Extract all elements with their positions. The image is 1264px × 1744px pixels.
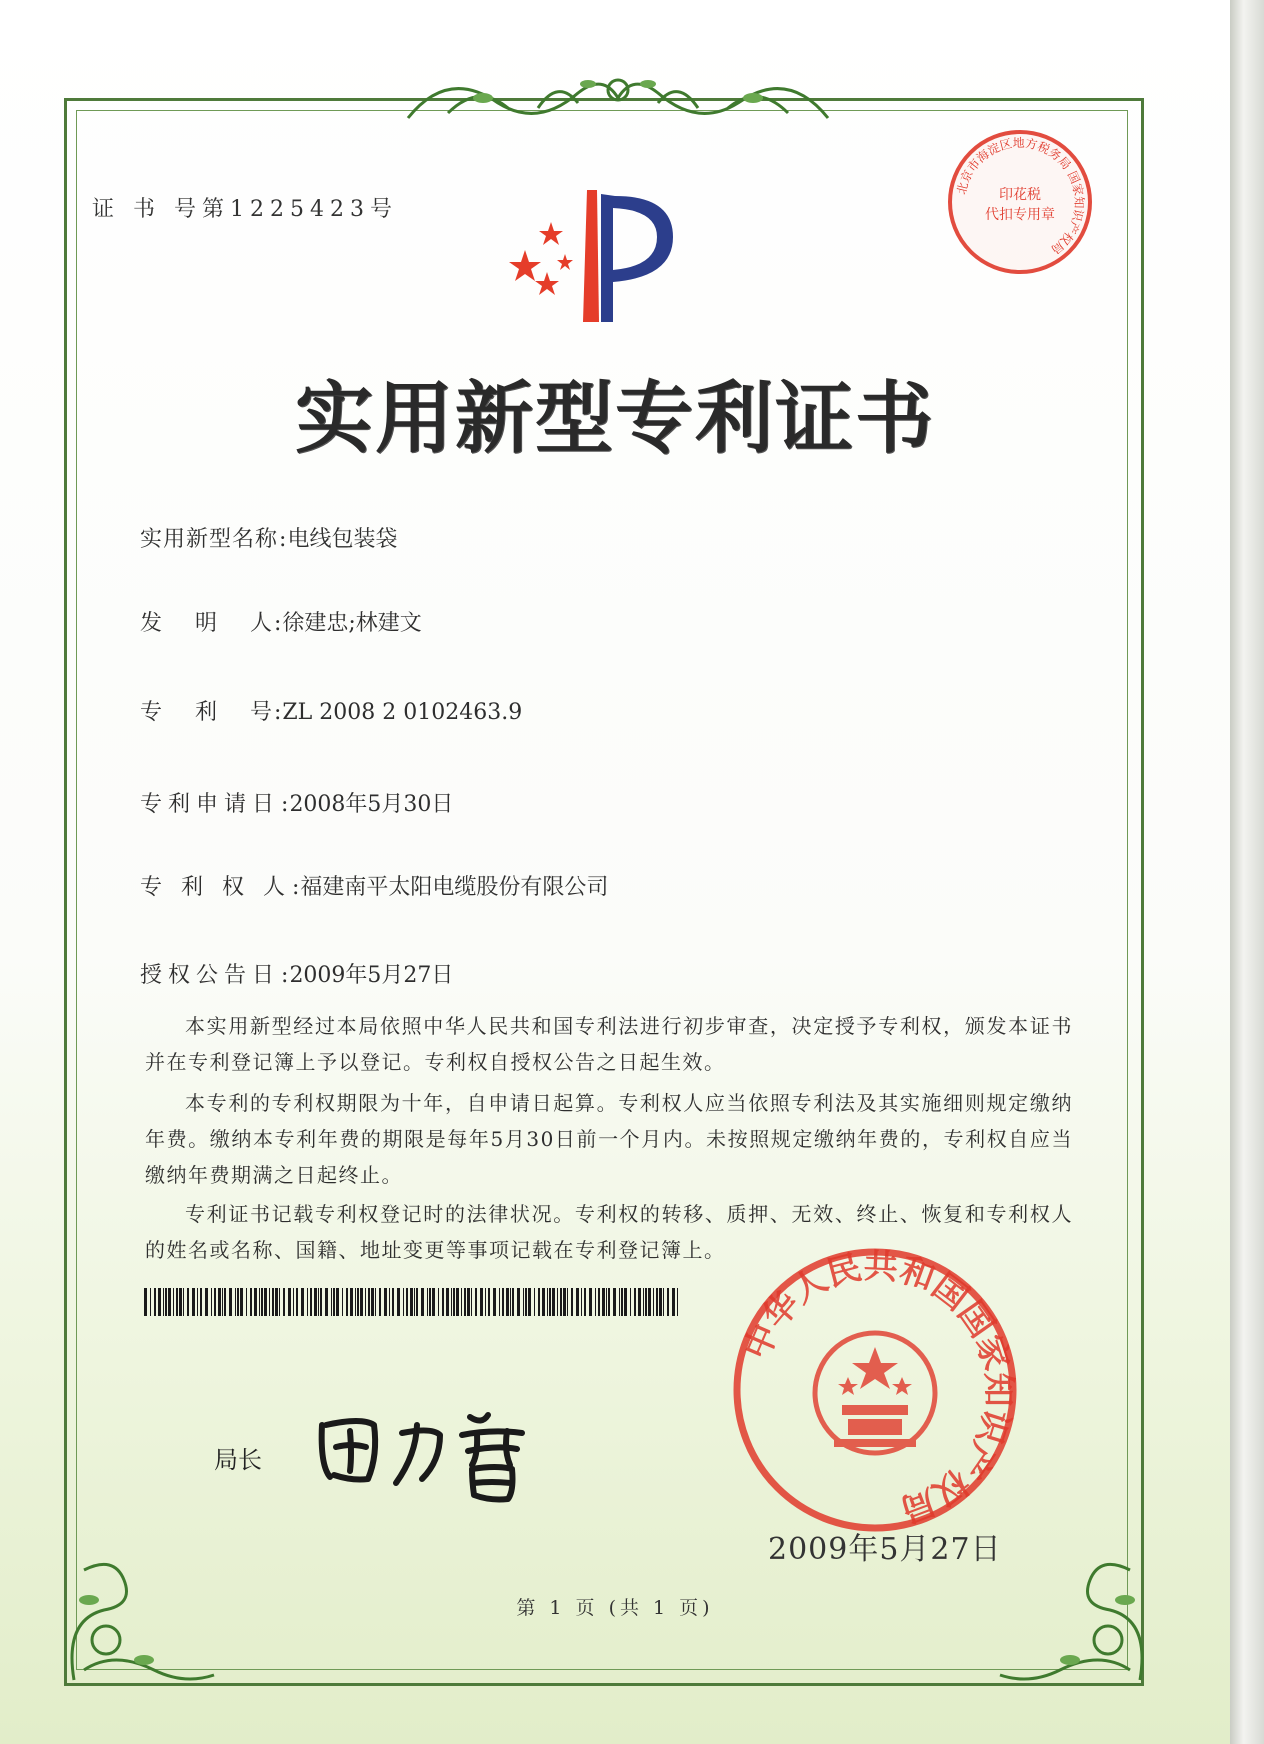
barcode-bar [333, 1288, 335, 1316]
barcode-bar [355, 1288, 356, 1316]
barcode-bar [205, 1288, 208, 1316]
barcode-bar [211, 1288, 212, 1316]
barcode-bar [158, 1288, 161, 1316]
barcode-bar [643, 1288, 644, 1316]
national-ipa-seal-icon [730, 1245, 1020, 1535]
barcode-bar [581, 1288, 582, 1316]
barcode-bar [542, 1288, 545, 1316]
field-label: 专 利 权 人 [140, 875, 291, 900]
barcode-bar [427, 1288, 428, 1316]
barcode-bar [549, 1288, 551, 1316]
barcode-bar [645, 1288, 647, 1316]
barcode-bar [279, 1288, 280, 1316]
field-utility-model-name: 实用新型名称:电线包装袋 [140, 527, 398, 552]
barcode-bar [525, 1288, 527, 1316]
barcode-bar [150, 1288, 151, 1316]
barcode-bar [346, 1288, 348, 1316]
barcode-bar [389, 1288, 390, 1316]
barcode-bar [301, 1288, 304, 1316]
certificate-title: 实用新型专利证书 [294, 373, 935, 464]
barcode-bar [293, 1288, 294, 1316]
barcode-bar [288, 1288, 291, 1316]
barcode-bar [357, 1288, 359, 1316]
field-label: 专 利 号 [140, 700, 273, 725]
barcode-bar [272, 1288, 274, 1316]
barcode-bar [403, 1288, 404, 1316]
barcode-bar [320, 1288, 322, 1316]
barcode-bar [336, 1288, 339, 1316]
barcode-bar [502, 1288, 504, 1316]
barcode-bar [187, 1288, 189, 1316]
barcode-bar [677, 1288, 678, 1316]
field-label: 授权公告日 [140, 963, 281, 988]
barcode-bar [165, 1288, 167, 1316]
barcode-bar [368, 1288, 370, 1316]
barcode-bar [442, 1288, 444, 1316]
barcode-bar [154, 1288, 156, 1316]
barcode-bar [410, 1288, 413, 1316]
barcode-bar [624, 1288, 627, 1316]
barcode-bar [283, 1288, 285, 1316]
barcode-bar [621, 1288, 623, 1316]
barcode-bar [375, 1288, 376, 1316]
barcode-bar [653, 1288, 654, 1316]
barcode-bar [397, 1288, 400, 1316]
field-value: 电线包装袋 [287, 527, 398, 552]
barcode-bar [179, 1288, 182, 1316]
barcode-bar [567, 1288, 568, 1316]
barcode-bar [229, 1288, 232, 1316]
barcode-bar [421, 1288, 424, 1316]
barcode-bar [168, 1288, 171, 1316]
barcode-bar [432, 1288, 435, 1316]
barcode-bar [218, 1288, 221, 1316]
field-grant-date: 授权公告日:2009年5月27日 [140, 963, 454, 988]
field-value: 2009年5月27日 [289, 963, 454, 988]
issue-date: 2009年5月27日 [768, 1532, 1002, 1567]
barcode-bar [197, 1288, 198, 1316]
barcode-bar [528, 1288, 531, 1316]
barcode-bar [563, 1288, 566, 1316]
page-edge-shadow [1230, 0, 1264, 1744]
field-inventor: 发 明 人:徐建忠;林建文 [140, 611, 422, 636]
barcode-bar [350, 1288, 353, 1316]
barcode-bar [246, 1288, 247, 1316]
barcode-bar [365, 1288, 366, 1316]
barcode-bar [275, 1288, 278, 1316]
barcode-bar [429, 1288, 431, 1316]
barcode-bar [237, 1288, 239, 1316]
barcode-bar [510, 1288, 511, 1316]
barcode-bar [176, 1288, 178, 1316]
barcode-bar [261, 1288, 263, 1316]
barcode-bar [254, 1288, 257, 1316]
barcode-bar [557, 1288, 558, 1316]
field-value: 徐建忠;林建文 [282, 611, 422, 636]
barcode-bar [318, 1288, 319, 1316]
barcode-bar [163, 1288, 164, 1316]
barcode-bar [259, 1288, 260, 1316]
barcode-bar [173, 1288, 174, 1316]
barcode-bar [250, 1288, 252, 1316]
barcode-bar [667, 1288, 669, 1316]
top-ornament-icon [388, 58, 848, 138]
page-number: 第 1 页 (共 1 页) [516, 1597, 714, 1619]
barcode-bar [406, 1288, 408, 1316]
barcode-bar [453, 1288, 455, 1316]
field-label: 实用新型名称 [140, 527, 279, 552]
paragraph-term: 本专利的专利权期限为十年，自申请日起算。专利权人应当依照专利法及其实施细则规定缴纳年费。缴纳本专利年费的期限是每年5月30日前一个月内。未按照规定缴纳年费的，专利权自应当缴纳年费期满之日起终止。 [145, 1091, 1073, 1187]
field-value: ZL 2008 2 0102463.9 [282, 700, 523, 725]
barcode-bar [461, 1288, 462, 1316]
barcode-bar [517, 1288, 520, 1316]
barcode-bar [552, 1288, 555, 1316]
barcode-bar [464, 1288, 466, 1316]
director-signature [312, 1395, 552, 1505]
barcode-bar [392, 1288, 394, 1316]
barcode-bar [451, 1288, 452, 1316]
barcode-bar [571, 1288, 573, 1316]
barcode-bar [379, 1288, 381, 1316]
barcode-bar [602, 1288, 605, 1316]
field-value: 福建南平太阳电缆股份有限公司 [300, 875, 609, 900]
barcode-bar [630, 1288, 631, 1316]
barcode-bar [534, 1288, 535, 1316]
paragraph-legal-status: 专利证书记载专利权登记时的法律状况。专利权的转移、质押、无效、终止、恢复和专利权人的姓名或名称、国籍、地址变更等事项记载在专利登记簿上。 [145, 1202, 1073, 1262]
barcode-bar [342, 1288, 343, 1316]
barcode-bar [360, 1288, 363, 1316]
barcode-bar [183, 1288, 184, 1316]
barcode-bar [598, 1288, 600, 1316]
barcode-bar [331, 1288, 332, 1316]
certificate-number: 证 书 号第1225423号 [92, 197, 398, 222]
barcode-bar [235, 1288, 236, 1316]
barcode-bar [471, 1288, 472, 1316]
barcode-bar [663, 1288, 664, 1316]
barcode-bar [414, 1288, 415, 1316]
barcode-bar [475, 1288, 477, 1316]
barcode-bar [576, 1288, 579, 1316]
barcode-bar [595, 1288, 596, 1316]
barcode-bar [589, 1288, 592, 1316]
barcode-bar [384, 1288, 387, 1316]
barcode-bar [485, 1288, 486, 1316]
barcode-bar [446, 1288, 449, 1316]
barcode-bar [672, 1288, 675, 1316]
stamp-center-line1: 印花税 [999, 187, 1041, 203]
barcode-bar [488, 1288, 490, 1316]
barcode-bar [613, 1288, 616, 1316]
barcode-bar [456, 1288, 459, 1316]
barcode-bar [659, 1288, 662, 1316]
stamp-center-line2: 代扣专用章 [985, 207, 1055, 223]
barcode-bar [638, 1288, 641, 1316]
barcode-bar [310, 1288, 312, 1316]
barcode-bar [467, 1288, 470, 1316]
barcode-bar [608, 1288, 610, 1316]
barcode-bar [296, 1288, 298, 1316]
barcode-bar [264, 1288, 267, 1316]
barcode-bar [547, 1288, 548, 1316]
barcode-bar [214, 1288, 216, 1316]
barcode-bar [523, 1288, 524, 1316]
barcode-bar [371, 1288, 374, 1316]
barcode-bar [493, 1288, 496, 1316]
barcode-bar [314, 1288, 317, 1316]
barcode-bar [560, 1288, 562, 1316]
barcode-bar [222, 1288, 223, 1316]
field-patent-number: 专 利 号:ZL 2008 2 0102463.9 [140, 700, 523, 725]
barcode-bar [192, 1288, 195, 1316]
seal-ring-text: 中华人民共和国国家知识产权局 [736, 1246, 1019, 1530]
barcode-bar [619, 1288, 620, 1316]
barcode-bar [224, 1288, 226, 1316]
field-value: 2008年5月30日 [289, 792, 454, 817]
barcode [144, 1288, 684, 1316]
barcode-bar [512, 1288, 514, 1316]
barcode-bar [648, 1288, 651, 1316]
barcode-bar [269, 1288, 270, 1316]
barcode-bar [538, 1288, 540, 1316]
barcode-bar [480, 1288, 483, 1316]
field-application-date: 专利申请日:2008年5月30日 [140, 792, 454, 817]
stamp-ring-text: 北京市海淀区地方税务局 国家知识产权局 [954, 135, 1087, 257]
director-label: 局长 [214, 1446, 262, 1474]
field-label: 专利申请日 [140, 792, 281, 817]
barcode-bar [416, 1288, 418, 1316]
tax-stamp-seal-icon [945, 127, 1095, 277]
barcode-bar [325, 1288, 328, 1316]
barcode-bar [634, 1288, 636, 1316]
barcode-bar [499, 1288, 500, 1316]
barcode-bar [144, 1288, 147, 1316]
paragraph-examination: 本实用新型经过本局依照中华人民共和国专利法进行初步审查，决定授予专利权，颁发本证书并在专利登记簿上予以登记。专利权自授权公告之日起生效。 [145, 1014, 1073, 1074]
patent-office-logo-icon [505, 182, 695, 332]
barcode-bar [606, 1288, 607, 1316]
barcode-bar [656, 1288, 658, 1316]
field-label: 发 明 人 [140, 611, 273, 636]
field-patentee: 专 利 权 人:福建南平太阳电缆股份有限公司 [140, 875, 609, 900]
barcode-bar [438, 1288, 439, 1316]
barcode-bar [200, 1288, 202, 1316]
barcode-bar [584, 1288, 586, 1316]
barcode-bar [307, 1288, 308, 1316]
barcode-bar [506, 1288, 509, 1316]
barcode-bar [240, 1288, 243, 1316]
